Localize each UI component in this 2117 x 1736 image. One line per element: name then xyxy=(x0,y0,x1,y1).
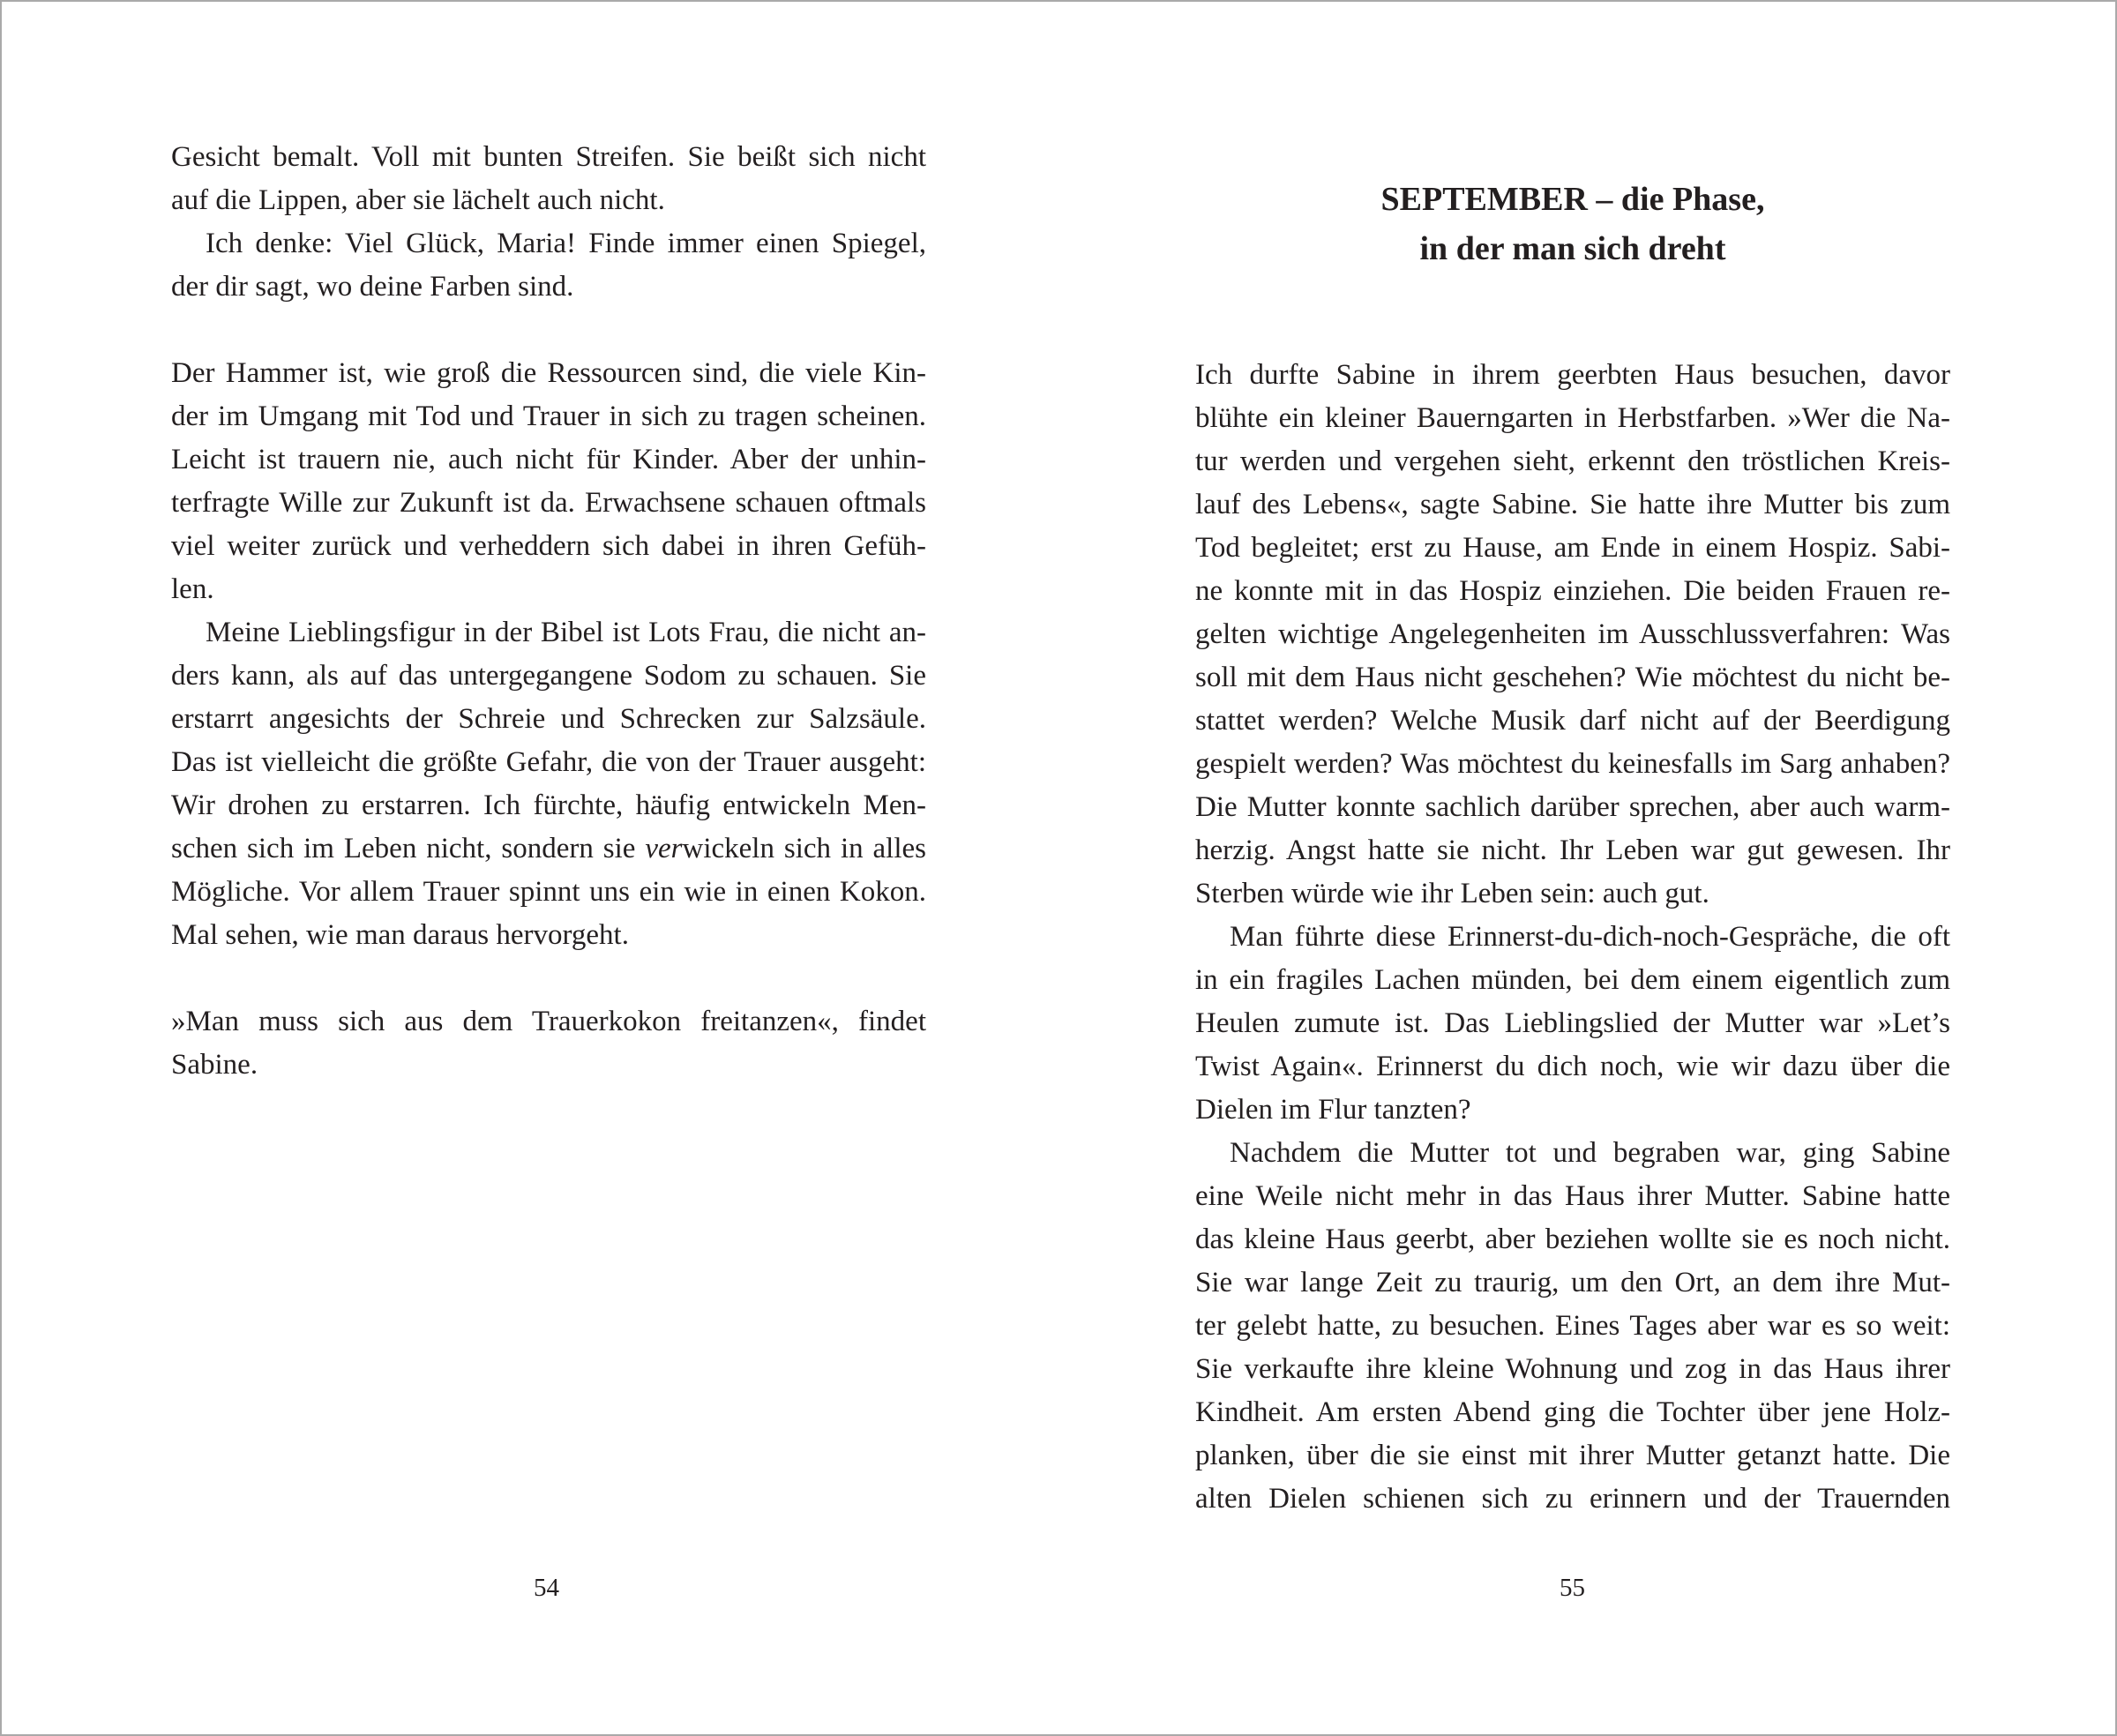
text-line: Nachdem die Mutter tot und begraben war, ging Sabine xyxy=(1230,1137,1950,1169)
text-line: Sie war lange Zeit zu traurig, um den Ort, an dem ihre Mut- xyxy=(1195,1267,1950,1298)
text-line: Leicht ist trauern nie, auch nicht für Kinder. Aber der unhin- xyxy=(171,444,926,475)
text-line: Die Mutter konnte sachlich darüber sprechen, aber auch warm- xyxy=(1195,791,1950,823)
text-line: Mal sehen, wie man daraus hervorgeht. xyxy=(171,919,629,951)
text-line: terfragte Wille zur Zukunft ist da. Erwachsene schauen oftmals xyxy=(171,487,926,519)
chapter-heading-line: in der man sich dreht xyxy=(1419,230,1726,267)
text-line: Sabine. xyxy=(171,1049,258,1081)
text-line: Sie verkaufte ihre kleine Wohnung und zog in das Haus ihrer xyxy=(1195,1353,1950,1385)
text-line: Tod begleitet; erst zu Hause, am Ende in einem Hospiz. Sabi- xyxy=(1195,532,1950,564)
text-line: Gesicht bemalt. Voll mit bunten Streifen. Sie beißt sich nicht xyxy=(171,141,926,173)
text-line: in ein fragiles Lachen münden, bei dem einem eigentlich zum xyxy=(1195,964,1950,996)
text-line: das kleine Haus geerbt, aber beziehen wollte sie es noch nicht. xyxy=(1195,1223,1950,1255)
text-line: viel weiter zurück und verheddern sich dabei in ihren Gefüh- xyxy=(171,530,926,562)
left-page xyxy=(2,2,1058,1734)
text-line: Ich durfte Sabine in ihrem geerbten Haus besuchen, davor xyxy=(1195,359,1950,391)
text-line: alten Dielen schienen sich zu erinnern und der Trauernden xyxy=(1195,1483,1950,1515)
text-line: Mögliche. Vor allem Trauer spinnt uns ein wie in einen Kokon. xyxy=(171,876,926,908)
text-line: herzig. Angst hatte sie nicht. Ihr Leben war gut gewesen. Ihr xyxy=(1195,834,1950,866)
text-line: Heulen zumute ist. Das Lieblingslied der Mutter war »Let’s xyxy=(1195,1007,1950,1039)
text-line: ne konnte mit in das Hospiz einziehen. Die beiden Frauen re- xyxy=(1195,575,1950,607)
text-line: tur werden und vergehen sieht, erkennt den tröstlichen Kreis- xyxy=(1195,445,1950,477)
text-line: stattet werden? Welche Musik darf nicht auf der Beerdigung xyxy=(1195,705,1950,737)
chapter-heading-line: SEPTEMBER – die Phase, xyxy=(1380,181,1765,218)
text-line: gelten wichtige Angelegenheiten im Ausschlussverfahren: Was xyxy=(1195,618,1950,650)
right-page xyxy=(1058,2,2115,1734)
text-line: Wir drohen zu erstarren. Ich fürchte, häufig entwickeln Men- xyxy=(171,789,926,821)
text-line: Twist Again«. Erinnerst du dich noch, wie wir dazu über die xyxy=(1195,1051,1950,1082)
text-line: ter gelebt hatte, zu besuchen. Eines Tages aber war es so weit: xyxy=(1195,1310,1950,1342)
page-number-right: 55 xyxy=(1560,1574,1585,1602)
emphasis-text: ver xyxy=(645,833,683,864)
text-line: eine Weile nicht mehr in das Haus ihrer Mutter. Sabine hatte xyxy=(1195,1180,1950,1212)
left-page-body xyxy=(171,136,926,1087)
right-page-body xyxy=(1195,354,1950,1521)
text-line: Kindheit. Am ersten Abend ging die Tochter über jene Holz- xyxy=(1195,1396,1950,1428)
text-line: Sterben würde wie ihr Leben sein: auch gut. xyxy=(1195,878,1709,909)
text-line: Meine Lieblingsfigur in der Bibel ist Lots Frau, die nicht an- xyxy=(206,617,926,648)
text-line: »Man muss sich aus dem Trauerkokon freitanzen«, findet xyxy=(171,1006,926,1037)
text-line: der im Umgang mit Tod und Trauer in sich zu tragen scheinen. xyxy=(171,400,926,432)
paragraph-gap xyxy=(171,309,926,352)
text-line xyxy=(171,827,926,871)
text-run: wickeln sich in alles xyxy=(682,833,927,864)
chapter-heading xyxy=(1195,175,1950,273)
text-line: auf die Lippen, aber sie lächelt auch nicht. xyxy=(171,184,665,216)
text-line: len. xyxy=(171,573,214,605)
text-line: blühte ein kleiner Bauerngarten in Herbstfarben. »Wer die Na- xyxy=(1195,402,1950,434)
text-line: ders kann, als auf das untergegangene Sodom zu schauen. Sie xyxy=(171,660,926,692)
text-line: Dielen im Flur tanzten? xyxy=(1195,1094,1471,1126)
text-line: planken, über die sie einst mit ihrer Mutter getanzt hatte. Die xyxy=(1195,1440,1950,1471)
text-line: der dir sagt, wo deine Farben sind. xyxy=(171,271,574,303)
text-line: Ich denke: Viel Glück, Maria! Finde immer einen Spiegel, xyxy=(206,228,926,259)
text-line: Das ist vielleicht die größte Gefahr, die von der Trauer ausgeht: xyxy=(171,746,926,778)
text-line: gespielt werden? Was möchtest du keinesfalls im Sarg anhaben? xyxy=(1195,748,1950,780)
text-line: soll mit dem Haus nicht geschehen? Wie möchtest du nicht be- xyxy=(1195,662,1950,693)
text-line: Der Hammer ist, wie groß die Ressourcen sind, die viele Kin- xyxy=(171,357,926,389)
page-number-left: 54 xyxy=(534,1574,559,1602)
text-line: lauf des Lebens«, sagte Sabine. Sie hatte ihre Mutter bis zum xyxy=(1195,489,1950,520)
text-line: erstarrt angesichts der Schreie und Schrecken zur Salzsäule. xyxy=(171,703,926,735)
text-line: Man führte diese Erinnerst-du-dich-noch-Gespräche, die oft xyxy=(1230,921,1950,953)
paragraph-gap xyxy=(171,957,926,1000)
text-run: schen sich im Leben nicht, sondern sie xyxy=(171,833,646,864)
